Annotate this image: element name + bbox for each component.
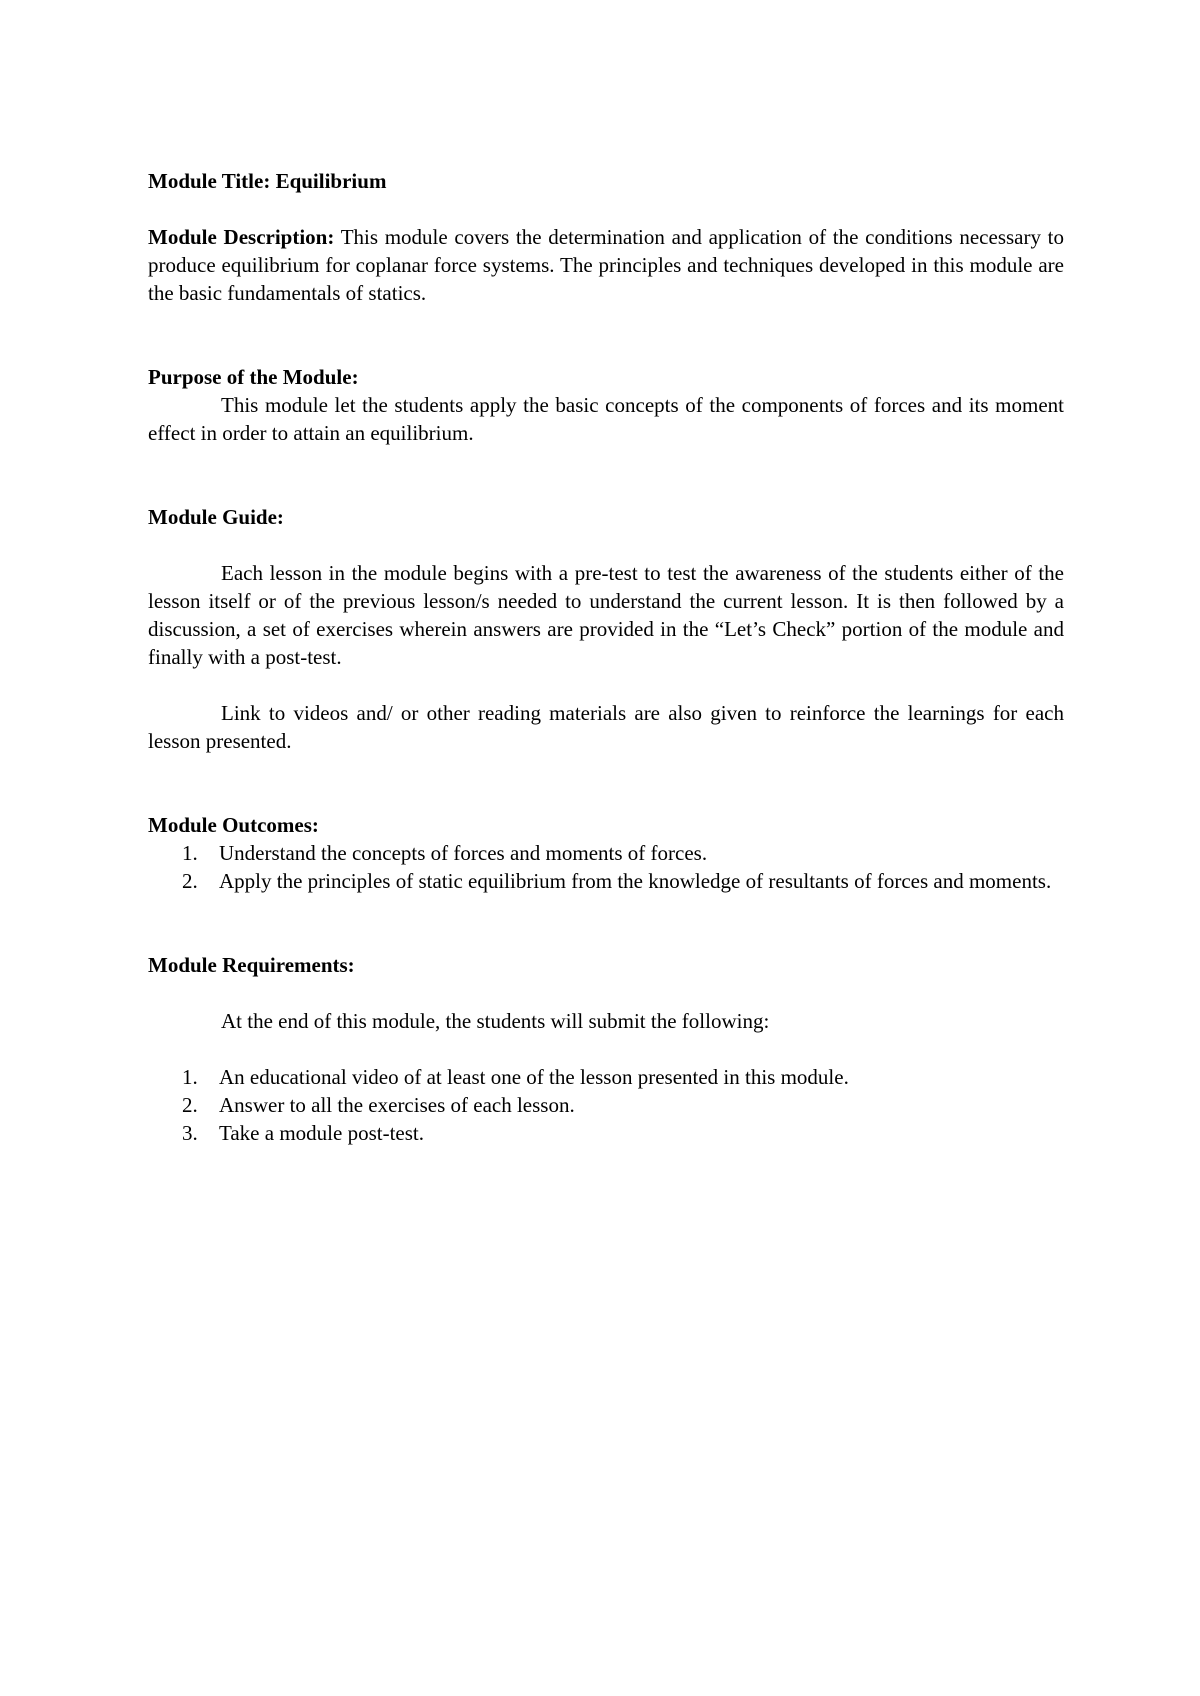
outcome-number: 2. <box>182 869 198 893</box>
module-title <box>148 167 1064 195</box>
module-title-value: Equilibrium <box>275 169 387 193</box>
guide-paragraph: Link to videos and/ or other reading materials are also given to reinforce the learnings for each lesson presented. <box>148 701 1064 753</box>
module-title-label: Module Title: <box>148 169 271 193</box>
requirement-item <box>148 1091 1064 1119</box>
requirements-intro: At the end of this module, the students will submit the following: <box>221 1009 770 1033</box>
module-description-label: Module Description: <box>148 225 335 249</box>
requirement-number: 1. <box>182 1065 198 1089</box>
outcome-number: 1. <box>182 841 198 865</box>
outcome-item <box>148 867 1064 895</box>
requirements-section <box>148 951 1064 1147</box>
outcome-text: Apply the principles of static equilibrium from the knowledge of resultants of forces and moments. <box>219 869 1052 893</box>
purpose-text: This module let the students apply the basic concepts of the components of forces and its moment effect in order to attain an equilibrium. <box>148 393 1064 445</box>
requirement-number: 2. <box>182 1093 198 1117</box>
guide-heading: Module Guide: <box>148 505 284 529</box>
module-description-text: This module covers the determination and application of the conditions necessary to produce equilibrium for coplanar force systems. The principles and techniques developed in this module are the basic fundamentals of statics. <box>148 225 1065 305</box>
requirement-text: An educational video of at least one of the lesson presented in this module. <box>219 1065 849 1089</box>
outcome-item <box>148 839 1064 867</box>
purpose-heading: Purpose of the Module: <box>148 365 359 389</box>
purpose-section <box>148 363 1064 447</box>
outcome-text: Understand the concepts of forces and moments of forces. <box>219 841 708 865</box>
requirement-item <box>148 1119 1064 1147</box>
requirement-number: 3. <box>182 1121 198 1145</box>
requirement-item <box>148 1063 1064 1091</box>
outcomes-heading: Module Outcomes: <box>148 813 319 837</box>
requirement-text: Take a module post-test. <box>219 1121 424 1145</box>
requirements-list <box>148 1063 1064 1147</box>
outcomes-section <box>148 811 1064 895</box>
requirements-heading: Module Requirements: <box>148 953 355 977</box>
module-description <box>148 223 1064 307</box>
guide-paragraph: Each lesson in the module begins with a pre-test to test the awareness of the students either of the lesson itself or of the previous lesson/s needed to understand the current lesson. It is then followed by a discussion, a set of exercises wherein answers are provided in the “Let’s Check” portion of the module and finally with a post-test. <box>148 561 1064 669</box>
requirement-text: Answer to all the exercises of each lesson. <box>219 1093 575 1117</box>
outcomes-list <box>148 839 1064 895</box>
guide-section <box>148 503 1064 755</box>
